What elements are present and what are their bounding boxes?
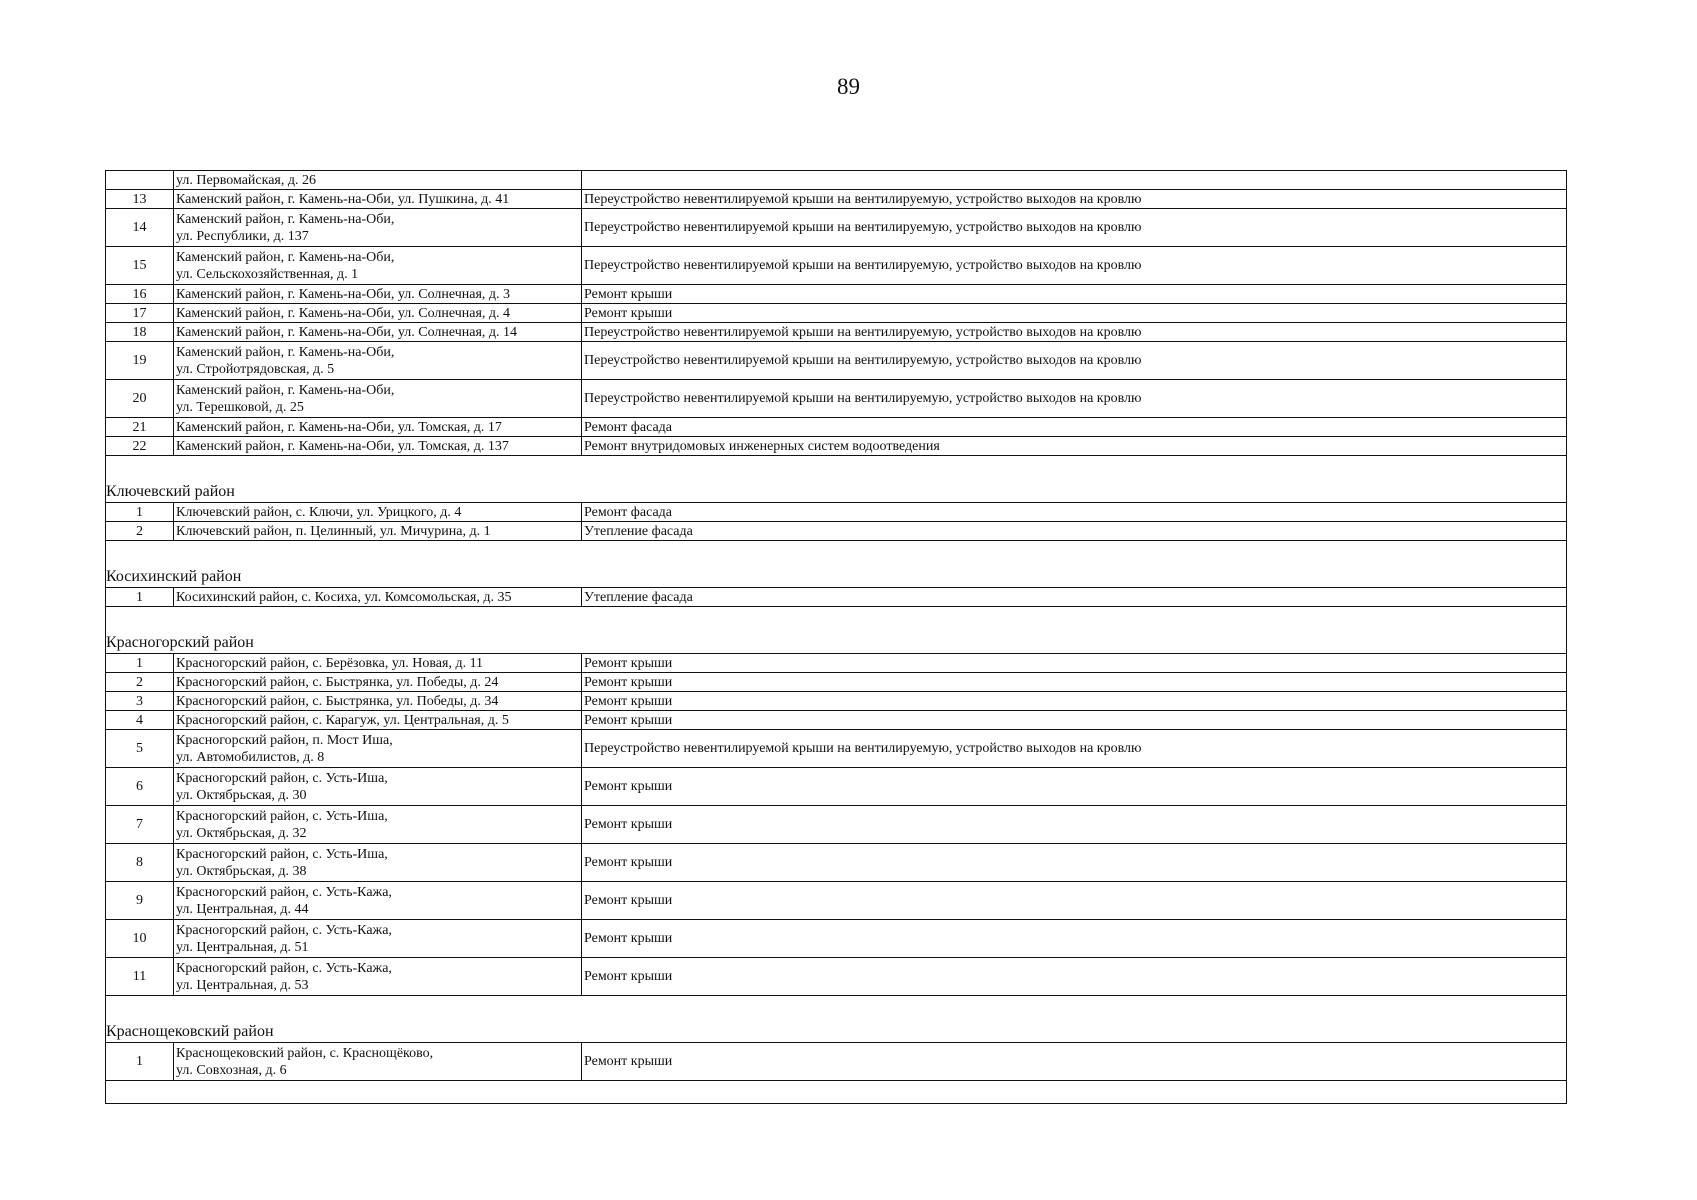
table-row [106,673,1566,692]
address-cell [173,882,581,919]
table-row [106,247,1566,285]
table-row [106,437,1566,456]
address-cell [173,920,581,957]
table-row [106,654,1566,673]
address-line: Красногорский район, с. Усть-Иша, [176,808,388,824]
district-heading: Красногорский район [106,633,1566,654]
row-number: 2 [136,674,143,690]
address-cell [173,692,581,710]
address-line: Красногорский район, с. Усть-Иша, [176,846,388,862]
row-number: 10 [132,931,147,946]
address-cell [173,342,581,379]
work-type-cell: Переустройство невентилируемой крыши на вентилируемую, устройство выходов на кровлю [581,190,1566,208]
row-number: 11 [132,969,147,984]
address-line: Каменский район, г. Камень-на-Оби, ул. Солнечная, д. 3 [176,286,511,302]
address-line: ул. Совхозная, д. 6 [176,1062,287,1078]
address-cell [173,171,581,189]
section-gap [106,607,1566,633]
table-row [106,768,1566,806]
address-line: ул. Центральная, д. 53 [176,977,309,993]
row-number: 1 [136,504,143,520]
row-number: 21 [132,419,147,435]
section-gap [106,996,1566,1022]
page-number: 89 [837,74,860,99]
work-type-cell: Ремонт крыши [581,1043,1566,1080]
address-line: ул. Терешковой, д. 25 [176,399,304,415]
address-line: ул. Октябрьская, д. 32 [176,825,307,841]
table-row [106,171,1566,190]
row-number: 1 [136,589,143,605]
work-type-cell: Переустройство невентилируемой крыши на вентилируемую, устройство выходов на кровлю [581,209,1566,246]
table-row [106,503,1566,522]
address-line: Ключевский район, п. Целинный, ул. Мичурина, д. 1 [176,523,491,539]
address-line: Красногорский район, с. Усть-Кажа, [176,884,392,900]
address-cell [173,503,581,521]
address-line: Красногорский район, с. Быстрянка, ул. Победы, д. 24 [176,674,499,690]
row-number: 5 [136,741,143,756]
work-type-cell: Ремонт крыши [581,958,1566,995]
table-row [106,692,1566,711]
address-line: ул. Октябрьская, д. 38 [176,863,307,879]
row-number: 22 [132,438,147,454]
address-line: ул. Сельскохозяйственная, д. 1 [176,266,359,282]
address-line: ул. Центральная, д. 51 [176,939,309,955]
address-cell [173,323,581,341]
row-number: 18 [132,324,147,340]
work-type-cell: Ремонт крыши [581,673,1566,691]
address-line: ул. Республики, д. 137 [176,228,309,244]
row-number: 7 [136,817,143,832]
work-type-cell: Переустройство невентилируемой крыши на вентилируемую, устройство выходов на кровлю [581,342,1566,379]
work-type-cell: Ремонт внутридомовых инженерных систем водоотведения [581,437,1566,455]
row-number: 9 [136,893,143,908]
address-line: Красногорский район, с. Быстрянка, ул. Победы, д. 34 [176,693,499,709]
table-end-row [106,1081,1566,1104]
address-line: Косихинский район, с. Косиха, ул. Комсомольская, д. 35 [176,589,512,605]
district-heading: Косихинский район [106,567,1566,588]
address-line: Красногорский район, с. Карагуж, ул. Центральная, д. 5 [176,712,509,728]
row-number: 19 [132,353,147,368]
work-type-cell: Ремонт крыши [581,844,1566,881]
address-line: Каменский район, г. Камень-на-Оби, ул. Солнечная, д. 14 [176,324,518,340]
address-line: Каменский район, г. Камень-на-Оби, [176,382,395,398]
work-type-cell: Ремонт крыши [581,285,1566,303]
address-line: ул. Октябрьская, д. 30 [176,787,307,803]
row-number: 1 [136,1054,143,1069]
work-type-cell [581,171,1566,189]
table-row [106,209,1566,247]
address-line: Красногорский район, п. Мост Иша, [176,732,393,748]
address-cell [173,190,581,208]
row-number: 17 [132,305,147,321]
address-cell [173,806,581,843]
work-type-cell: Ремонт крыши [581,692,1566,710]
address-line: ул. Центральная, д. 44 [176,901,309,917]
table-row [106,882,1566,920]
address-cell [173,958,581,995]
address-cell [173,285,581,303]
work-type-cell: Переустройство невентилируемой крыши на вентилируемую, устройство выходов на кровлю [581,730,1566,767]
work-type-cell: Ремонт фасада [581,418,1566,436]
work-type-cell: Ремонт крыши [581,882,1566,919]
work-type-cell: Ремонт крыши [581,806,1566,843]
address-line: Каменский район, г. Камень-на-Оби, [176,211,395,227]
address-cell [173,768,581,805]
table-row [106,342,1566,380]
district-heading: Ключевский район [106,482,1566,503]
row-number: 15 [132,258,147,273]
address-line: Красногорский район, с. Усть-Кажа, [176,922,392,938]
table-row [106,588,1566,607]
work-type-cell: Ремонт фасада [581,503,1566,521]
row-number: 3 [136,693,143,709]
work-type-cell: Утепление фасада [581,588,1566,606]
address-cell [173,418,581,436]
work-type-cell: Переустройство невентилируемой крыши на вентилируемую, устройство выходов на кровлю [581,380,1566,417]
row-number: 13 [132,191,147,207]
work-type-cell: Переустройство невентилируемой крыши на вентилируемую, устройство выходов на кровлю [581,323,1566,341]
table-row [106,323,1566,342]
address-line: ул. Стройотрядовская, д. 5 [176,361,335,377]
address-line: Каменский район, г. Камень-на-Оби, [176,344,395,360]
address-line: Каменский район, г. Камень-на-Оби, ул. Пушкина, д. 41 [176,191,510,207]
work-type-cell: Ремонт крыши [581,654,1566,672]
address-cell [173,673,581,691]
address-cell [173,304,581,322]
address-line: Каменский район, г. Камень-на-Оби, ул. Солнечная, д. 4 [176,305,511,321]
table-row [106,806,1566,844]
address-line: Каменский район, г. Камень-на-Оби, ул. Томская, д. 17 [176,419,502,435]
address-cell [173,711,581,729]
address-line: Ключевский район, с. Ключи, ул. Урицкого, д. 4 [176,504,462,520]
work-type-cell: Ремонт крыши [581,768,1566,805]
work-type-cell: Ремонт крыши [581,711,1566,729]
table-row [106,522,1566,541]
row-number: 20 [132,391,147,406]
address-cell [173,654,581,672]
work-type-cell: Ремонт крыши [581,920,1566,957]
section-gap [106,541,1566,567]
address-cell [173,437,581,455]
work-type-cell: Утепление фасада [581,522,1566,540]
row-number: 14 [132,220,147,235]
works-table [105,170,1567,1104]
address-line: ул. Первомайская, д. 26 [176,172,316,188]
table-row [106,418,1566,437]
section-gap [106,456,1566,482]
address-line: Краснощековский район, с. Краснощёково, [176,1045,434,1061]
row-number: 4 [136,712,143,728]
table-row [106,1043,1566,1081]
table-row [106,380,1566,418]
address-cell [173,209,581,246]
row-number [106,171,173,189]
table-row [106,920,1566,958]
row-number: 16 [132,286,147,302]
table-row [106,190,1566,209]
address-line: Каменский район, г. Камень-на-Оби, ул. Томская, д. 137 [176,438,509,454]
table-row [106,958,1566,996]
address-cell [173,730,581,767]
address-cell [173,844,581,881]
address-cell [173,380,581,417]
address-line: ул. Автомобилистов, д. 8 [176,749,325,765]
work-type-cell: Ремонт крыши [581,304,1566,322]
address-line: Красногорский район, с. Берёзовка, ул. Новая, д. 11 [176,655,484,671]
address-line: Красногорский район, с. Усть-Кажа, [176,960,392,976]
table-row [106,304,1566,323]
district-heading: Краснощековский район [106,1022,1566,1043]
address-cell [173,247,581,284]
row-number: 2 [136,523,143,539]
address-cell [173,1043,581,1080]
address-cell [173,588,581,606]
table-row [106,730,1566,768]
table-row [106,844,1566,882]
row-number: 1 [136,655,143,671]
address-line: Красногорский район, с. Усть-Иша, [176,770,388,786]
row-number: 8 [136,855,143,870]
table-row [106,285,1566,304]
address-cell [173,522,581,540]
row-number: 6 [136,779,143,794]
table-row [106,711,1566,730]
work-type-cell: Переустройство невентилируемой крыши на вентилируемую, устройство выходов на кровлю [581,247,1566,284]
address-line: Каменский район, г. Камень-на-Оби, [176,249,395,265]
